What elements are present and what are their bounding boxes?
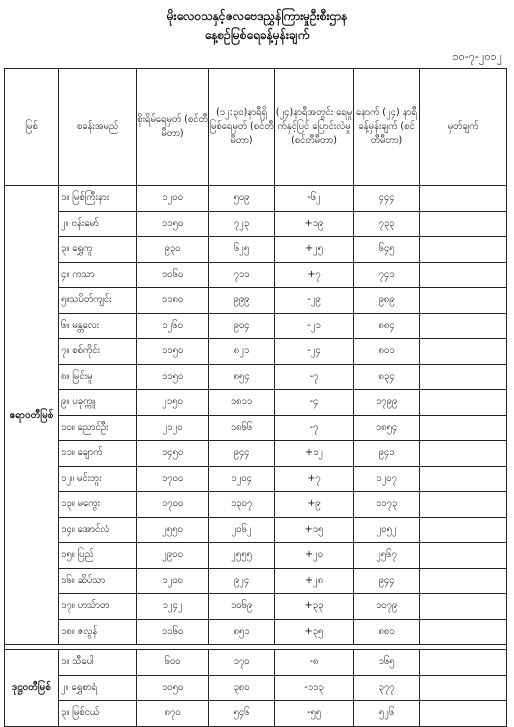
cell-station: ၅။သပိတ်ကျင်း [59,288,137,314]
cell-station: ၆။ မန္တလေး [59,313,137,339]
river-forecast-table [4,68,507,727]
cell-remark [420,619,507,645]
cell-forecast: ၁၆၅ [354,650,420,676]
cell-forecast: ၈၈၄ [354,313,420,339]
cell-station: ၁၄။ အောင်လံ [59,517,137,543]
cell-station: ၃။ မြစ်ငယ် [59,701,137,727]
cell-station: ၁၅။ ပြည် [59,543,137,569]
cell-change: +၂၀ [275,543,354,569]
cell-change: -၇ [275,364,354,390]
cell-remark [420,339,507,365]
cell-remark [420,650,507,676]
cell-remark [420,211,507,237]
cell-current-level: ၈၂၁ [209,339,275,365]
cell-current-level: ၆၂၅ [209,237,275,263]
table-row [5,211,507,237]
table-row [5,313,507,339]
col-header-24h-change: (၂၄)နာရီအတွင်း ရေမှုက်နှင့်ပြင် ပြောင်းလဲမှု (စင်တီမီတာ) [275,69,354,186]
cell-remark [420,701,507,727]
cell-danger-level: ၁၁၅၀ [137,339,209,365]
cell-remark [420,237,507,263]
cell-current-level: ၇၂၃ [209,211,275,237]
cell-forecast: ၉၄၁ [354,441,420,467]
cell-danger-level: ၁၀၅၀ [137,675,209,701]
table-row [5,339,507,365]
table-row [5,517,507,543]
cell-danger-level: ၁၄၅၀ [137,441,209,467]
cell-current-level: ၉၄၄ [209,441,275,467]
cell-change: -၇ [275,415,354,441]
cell-station: ၄။ ကသာ [59,262,137,288]
cell-current-level: ၁၀၆၉ [209,594,275,620]
cell-remark [420,390,507,416]
cell-remark [420,288,507,314]
cell-forecast: ၉၄၄ [354,568,420,594]
table-row [5,675,507,701]
cell-change: -၈ [275,650,354,676]
table-row [5,237,507,263]
cell-current-level: ၂၅၅၅ [209,543,275,569]
table-row [5,390,507,416]
table-body [5,186,507,727]
table-row [5,619,507,645]
cell-remark [420,466,507,492]
cell-change: +၃၅ [275,619,354,645]
cell-station: ၁၃။ မကွေး [59,492,137,518]
cell-danger-level: ၁၁၆၀ [137,619,209,645]
cell-current-level: ၁၃၀၇ [209,492,275,518]
cell-danger-level: ၁၇၀၀ [137,466,209,492]
col-header-station: စခန်းအမည် [59,69,137,186]
cell-danger-level: ၂၁၅၀ [137,390,209,416]
cell-forecast: ၇၄၁ [354,262,420,288]
table-header-row [5,69,507,186]
cell-danger-level: ၂၅၅၀ [137,517,209,543]
cell-forecast: ၂၅၆၇ [354,543,420,569]
cell-remark [420,675,507,701]
cell-forecast: ၈၈၁ [354,619,420,645]
cell-remark [420,186,507,212]
cell-remark [420,262,507,288]
cell-change: +၁၅ [275,517,354,543]
cell-current-level: ၈၅၁ [209,619,275,645]
cell-forecast: ၆၄၅ [354,237,420,263]
title-line-1: မိုးလေဝသနှင့်ဇလဗေဒညွှန်ကြားမှုဦးစီးဌာန [166,9,348,23]
cell-forecast: ၁၈၅၄ [354,415,420,441]
cell-remark [420,415,507,441]
cell-change: -၆၂ [275,186,354,212]
table-row [5,650,507,676]
cell-forecast: ၈၃၄ [354,364,420,390]
cell-station: ၁၂။ မင်းဘူး [59,466,137,492]
table-row [5,568,507,594]
table-row [5,543,507,569]
cell-current-level: ၁၂၀၄ [209,466,275,492]
cell-station: ၁။ သီပေါ [59,650,137,676]
cell-current-level: ၃၈၀ [209,675,275,701]
cell-danger-level: ၁၇၀၀ [137,492,209,518]
col-header-current-level: (၁၂:၃၀)နာရီရှိ မြစ်ရေမှတ် (စင်တီမီတာ) [209,69,275,186]
cell-station: ၃။ ရွှေကူ [59,237,137,263]
cell-forecast: ၉၈၉ [354,288,420,314]
cell-change: +၃၃ [275,594,354,620]
cell-current-level: ၁၇၀ [209,650,275,676]
cell-current-level: ၉၉၉ [209,288,275,314]
cell-danger-level: ၆၀၀ [137,650,209,676]
table-row [5,701,507,727]
cell-remark [420,517,507,543]
cell-station: ၁၁။ ချောက် [59,441,137,467]
cell-change: +၇ [275,466,354,492]
cell-change: -၁၁၃ [275,675,354,701]
cell-change: +၁၂ [275,441,354,467]
cell-forecast: ၁၁၇၃ [354,492,420,518]
cell-current-level: ၉၀၄ [209,313,275,339]
cell-change: -၅၅ [275,701,354,727]
table-row [5,415,507,441]
cell-current-level: ၇၁၁ [209,262,275,288]
cell-station: ၁၆။ ဆိပ်သာ [59,568,137,594]
cell-remark [420,543,507,569]
table-row [5,492,507,518]
cell-forecast: ၄၄၄ [354,186,420,212]
cell-remark [420,441,507,467]
cell-forecast: ၁၀၇၉ [354,594,420,620]
cell-current-level: ၅၄၆ [209,701,275,727]
cell-change: +၇ [275,262,354,288]
cell-remark [420,492,507,518]
cell-station: ၈။ မြင်းမူ [59,364,137,390]
cell-danger-level: ၂၉၀၀ [137,543,209,569]
cell-change: -၄ [275,390,354,416]
cell-forecast: ၈၀၁ [354,339,420,365]
cell-current-level: ၁၈၁၁ [209,390,275,416]
cell-danger-level: ၁၂၀၀ [137,568,209,594]
col-header-danger-level: စိုးရိမ်ရေမှတ် (စင်တီမီတာ) [137,69,209,186]
cell-remark [420,594,507,620]
cell-station: ၇။ စစ်ကိုင်း [59,339,137,365]
col-header-river: မြစ် [5,69,59,186]
cell-station: ၂။ ရွှေစာရံ [59,675,137,701]
cell-danger-level: ၁၁၅၀ [137,211,209,237]
title-line-2: နေ့စဉ်မြစ်ရေခန့်မှန်းချက် [204,28,310,42]
cell-station: ၉။ ပခုက္ကူ [59,390,137,416]
river-name: ဧရာဝတီမြစ် [5,186,59,645]
col-header-forecast: နောက် (၂၄) နာရီ ခန့်မှန်းချက် (စင်တီမီတာ) [354,69,420,186]
cell-danger-level: ၉၃၀ [137,237,209,263]
cell-current-level: ၉၂၄ [209,568,275,594]
cell-forecast: ၁၂၀၇ [354,466,420,492]
cell-change: -၂၄ [275,339,354,365]
cell-forecast: ၅၂၆ [354,701,420,727]
table-row [5,441,507,467]
table-row [5,288,507,314]
cell-change: +၂၈ [275,568,354,594]
table-row [5,594,507,620]
cell-danger-level: ၁၂၀၀ [137,186,209,212]
cell-change: -၂၁ [275,313,354,339]
cell-forecast: ၁၇၉၉ [354,390,420,416]
cell-station: ၁၈။ ဇလွန် [59,619,137,645]
river-name: ဒုဋ္ဌဝတီမြစ် [5,650,59,727]
cell-forecast: ၃၇၇ [354,675,420,701]
cell-station: ၁၇။ ဟသ်ာတ [59,594,137,620]
cell-forecast: ၂၀၅၂ [354,517,420,543]
cell-danger-level: ၈၇၀ [137,701,209,727]
col-header-remark: မှတ်ချက် [420,69,507,186]
cell-change: +၉ [275,492,354,518]
cell-danger-level: ၁၀၆၀ [137,262,209,288]
table-row [5,262,507,288]
cell-danger-level: ၁၁၅၀ [137,364,209,390]
cell-station: ၁၀။ ညောင်ဦး [59,415,137,441]
cell-current-level: ၈၅၄ [209,364,275,390]
cell-danger-level: ၂၁၂၀ [137,415,209,441]
cell-current-level: ၁၈၆၆ [209,415,275,441]
cell-change: -၂၉ [275,288,354,314]
cell-change: +၁၉ [275,211,354,237]
cell-station: ၂။ ဗန်းမော် [59,211,137,237]
report-date: ၁၀-၇-၂၀၁၂ [452,50,502,63]
cell-danger-level: ၁၂၆၀ [137,313,209,339]
cell-remark [420,568,507,594]
table-row [5,186,507,212]
cell-station: ၁။ မြစ်ကြီးနား [59,186,137,212]
cell-remark [420,313,507,339]
cell-forecast: ၇၃၃ [354,211,420,237]
table-row [5,364,507,390]
cell-remark [420,364,507,390]
table-row [5,466,507,492]
cell-current-level: ၅၀၉ [209,186,275,212]
cell-danger-level: ၁၁၈၀ [137,288,209,314]
cell-change: +၂၅ [275,237,354,263]
cell-current-level: ၂၀၆၂ [209,517,275,543]
cell-danger-level: ၁၂၄၂ [137,594,209,620]
